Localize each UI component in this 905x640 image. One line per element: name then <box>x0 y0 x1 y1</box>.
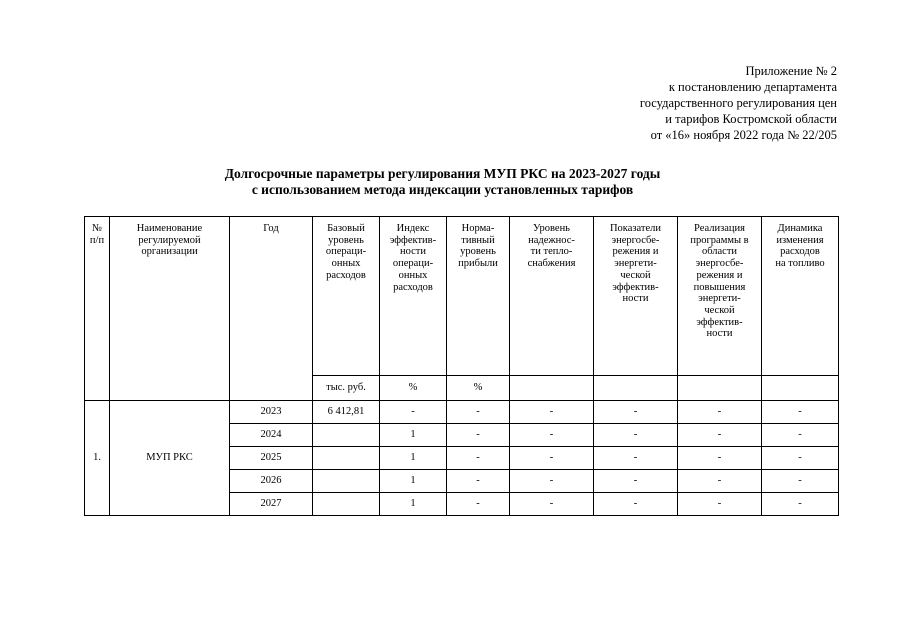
header-efficiency-index: Индекс эффектив- ности операци- онных расходов <box>380 217 447 376</box>
appendix-line: Приложение № 2 <box>745 64 837 78</box>
cell-profit: - <box>447 424 510 447</box>
header-num: № п/п <box>85 217 110 401</box>
cell-energy-indicators: - <box>594 447 678 470</box>
cell-year: 2023 <box>230 401 313 424</box>
cell-energy-program: - <box>678 493 762 516</box>
cell-year: 2026 <box>230 470 313 493</box>
cell-index: 1 <box>380 447 447 470</box>
cell-energy-program: - <box>678 401 762 424</box>
organization-name: МУП РКС <box>110 401 230 516</box>
table-row <box>85 401 839 424</box>
cell-year: 2024 <box>230 424 313 447</box>
parameters-table <box>84 216 839 516</box>
cell-reliability: - <box>510 447 594 470</box>
cell-base <box>313 424 380 447</box>
appendix-line: государственного регулирования цен <box>639 96 837 110</box>
cell-energy-indicators: - <box>594 493 678 516</box>
cell-energy-program: - <box>678 424 762 447</box>
header-fuel-dynamics: Динамика изменения расходов на топливо <box>762 217 839 376</box>
header-energy-indicators: Показатели энергосбе- режения и энергети- ческой эффектив- ности <box>594 217 678 376</box>
cell-profit: - <box>447 493 510 516</box>
appendix-block <box>640 63 837 143</box>
unit-empty <box>762 376 839 401</box>
header-profit-level: Норма- тивный уровень прибыли <box>447 217 510 376</box>
unit-index: % <box>380 376 447 401</box>
cell-energy-indicators: - <box>594 424 678 447</box>
cell-reliability: - <box>510 424 594 447</box>
cell-base <box>313 447 380 470</box>
header-reliability: Уровень надежнос- ти тепло- снабжения <box>510 217 594 376</box>
cell-profit: - <box>447 470 510 493</box>
cell-index: 1 <box>380 424 447 447</box>
header-base-level: Базовый уровень операци- онных расходов <box>313 217 380 376</box>
cell-base <box>313 470 380 493</box>
header-organization: Наименование регулируемой организации <box>110 217 230 401</box>
cell-index: - <box>380 401 447 424</box>
title-line: Долгосрочные параметры регулирования МУП РКС на 2023-2027 годы <box>224 166 661 181</box>
unit-base: тыс. руб. <box>313 376 380 401</box>
cell-year: 2027 <box>230 493 313 516</box>
unit-empty <box>678 376 762 401</box>
appendix-line: от «16» ноября 2022 года № 22/205 <box>650 128 837 142</box>
appendix-line: к постановлению департамента <box>668 80 837 94</box>
cell-reliability: - <box>510 493 594 516</box>
header-energy-program: Реализация программы в области энергосбе- режения и повышения энергети- ческой эффектив- ности <box>678 217 762 376</box>
row-number: 1. <box>85 401 110 516</box>
cell-fuel: - <box>762 424 839 447</box>
title-line: с использованием метода индексации установленных тарифов <box>251 182 634 197</box>
cell-base: 6 412,81 <box>313 401 380 424</box>
cell-fuel: - <box>762 470 839 493</box>
cell-fuel: - <box>762 447 839 470</box>
cell-reliability: - <box>510 470 594 493</box>
cell-energy-indicators: - <box>594 470 678 493</box>
appendix-line: и тарифов Костромской области <box>665 112 837 126</box>
cell-base <box>313 493 380 516</box>
unit-empty <box>594 376 678 401</box>
cell-energy-program: - <box>678 447 762 470</box>
header-year: Год <box>230 217 313 401</box>
document-title <box>0 166 905 198</box>
unit-profit: % <box>447 376 510 401</box>
cell-profit: - <box>447 447 510 470</box>
cell-index: 1 <box>380 470 447 493</box>
cell-index: 1 <box>380 493 447 516</box>
cell-year: 2025 <box>230 447 313 470</box>
cell-fuel: - <box>762 401 839 424</box>
cell-energy-program: - <box>678 470 762 493</box>
cell-profit: - <box>447 401 510 424</box>
unit-empty <box>510 376 594 401</box>
cell-energy-indicators: - <box>594 401 678 424</box>
cell-reliability: - <box>510 401 594 424</box>
cell-fuel: - <box>762 493 839 516</box>
